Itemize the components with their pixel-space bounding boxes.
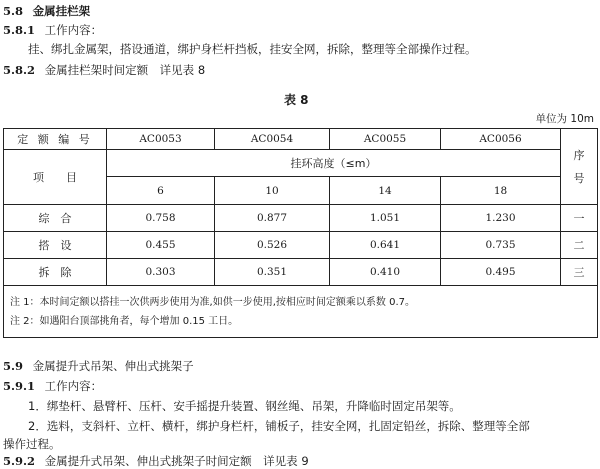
section-number: 5.9: [3, 359, 24, 373]
table-notes-row: [4, 286, 598, 338]
quota-code-header: 定 额 编 号: [4, 129, 107, 150]
subsection-5-9-1: [3, 378, 102, 394]
table-caption: 表 8: [284, 93, 309, 107]
table-notes: [4, 286, 598, 338]
row-name: 拆 除: [4, 259, 107, 286]
quota-code: AC0056: [441, 129, 561, 150]
quota-code: AC0054: [215, 129, 330, 150]
subsection-number: 5.8.1: [3, 23, 36, 37]
sequence-header-char: 序: [573, 148, 585, 162]
quota-value: 0.410: [330, 259, 441, 286]
quota-value: 0.641: [330, 232, 441, 259]
section-number: 5.8: [3, 4, 24, 18]
work-content-text: 挂、绑扎金属架，搭设通道，绑护身栏杆挡板，挂安全网，拆除，整理等全部操作过程。: [28, 42, 477, 56]
table-unit: 单位为 10m: [535, 113, 594, 125]
height-header: 挂环高度（≤m）: [107, 150, 561, 177]
quota-value: 0.351: [215, 259, 330, 286]
section-5-8-heading: [3, 3, 90, 19]
quota-value: 0.758: [107, 205, 215, 232]
section-5-9-heading: [3, 358, 194, 374]
subsection-title: 金属挂栏架时间定额 详见表 8: [44, 63, 206, 77]
subsection-number: 5.9.2: [3, 454, 36, 468]
sequence-header: [561, 129, 598, 205]
work-item-2-continuation: 操作过程。: [3, 437, 61, 451]
row-name: 综 合: [4, 205, 107, 232]
quota-value: 0.526: [215, 232, 330, 259]
subsection-number: 5.8.2: [3, 63, 36, 77]
quota-code: AC0053: [107, 129, 215, 150]
table-note: 注 2：如遇阳台顶部挑角者，每个增加 0.15 工日。: [10, 315, 239, 327]
quota-value: 0.303: [107, 259, 215, 286]
section-title: 金属提升式吊架、伸出式挑架子: [32, 359, 194, 373]
height-value: 10: [215, 177, 330, 205]
subsection-title: 工作内容：: [44, 379, 103, 393]
item-header: 项 目: [4, 150, 107, 205]
subsection-5-9-2: [3, 453, 309, 469]
table-row: [4, 205, 598, 232]
quota-value: 0.735: [441, 232, 561, 259]
sequence-header-char: 号: [573, 171, 585, 185]
table-row: [4, 232, 598, 259]
subsection-title: 工作内容：: [44, 23, 103, 37]
row-seq: 一: [561, 205, 598, 232]
quota-value: 0.877: [215, 205, 330, 232]
quota-value: 0.455: [107, 232, 215, 259]
table-row: [4, 150, 598, 177]
row-seq: 二: [561, 232, 598, 259]
quota-value: 0.495: [441, 259, 561, 286]
table-row: [4, 129, 598, 150]
work-item-2: 2．选料，支斜杆、立杆、横杆，绑护身栏杆，铺板子，挂安全网，扎固定铅丝，拆除、整理等全部: [28, 419, 530, 433]
height-value: 18: [441, 177, 561, 205]
time-quota-table: [3, 128, 598, 338]
table-row: [4, 259, 598, 286]
subsection-number: 5.9.1: [3, 379, 36, 393]
table-note: 注 1：本时间定额以搭挂一次供两步使用为准,如供一步使用,按相应时间定额乘以系数 0.7。: [10, 296, 415, 308]
height-value: 14: [330, 177, 441, 205]
section-title: 金属挂栏架: [32, 4, 91, 18]
row-seq: 三: [561, 259, 598, 286]
quota-value: 1.051: [330, 205, 441, 232]
row-name: 搭 设: [4, 232, 107, 259]
quota-code: AC0055: [330, 129, 441, 150]
subsection-5-8-2: [3, 62, 205, 78]
height-value: 6: [107, 177, 215, 205]
subsection-5-8-1: [3, 22, 102, 38]
work-item-1: 1．绑垫杆、悬臂杆、压杆、安手摇提升装置、钢丝绳、吊架，升降临时固定吊架等。: [28, 399, 461, 413]
quota-value: 1.230: [441, 205, 561, 232]
subsection-title: 金属提升式吊架、伸出式挑架子时间定额 详见表 9: [44, 454, 309, 468]
